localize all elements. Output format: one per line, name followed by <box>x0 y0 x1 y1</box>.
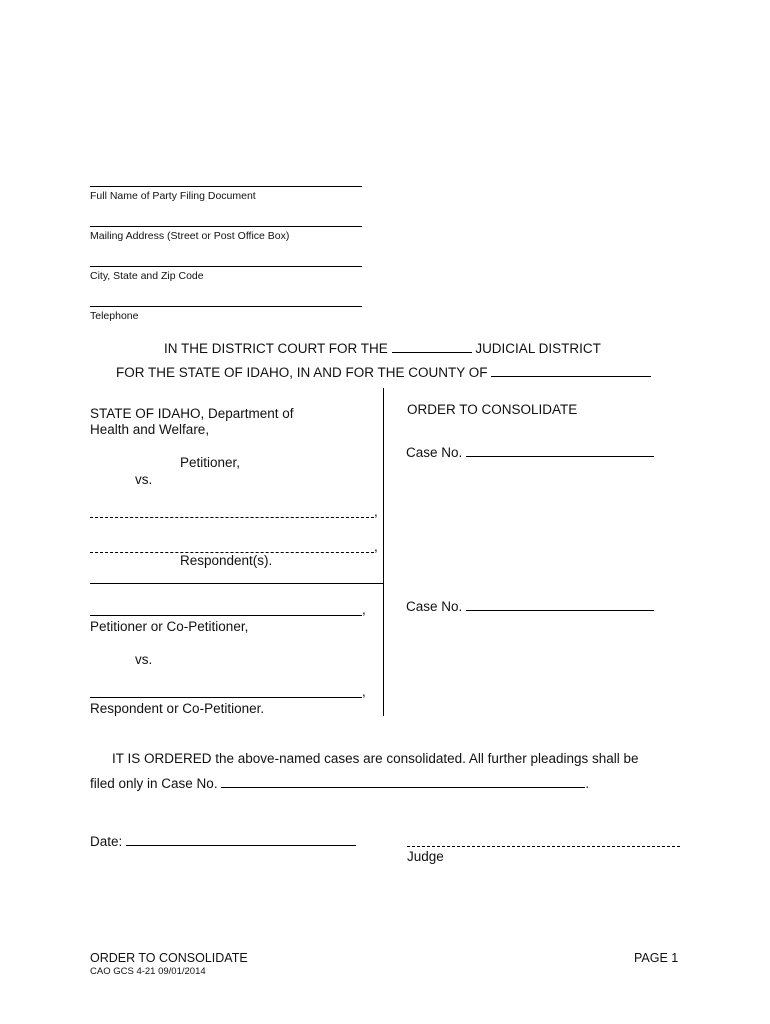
vs-label-1: vs. <box>135 472 153 487</box>
footer-form-code: CAO GCS 4-21 09/01/2014 <box>90 966 206 977</box>
case-no-1-field[interactable] <box>466 444 654 457</box>
comma-2: , <box>374 539 378 554</box>
mailing-address-label: Mailing Address (Street or Post Office Box) <box>90 230 290 242</box>
judicial-district-field[interactable] <box>392 340 472 353</box>
date-row <box>90 833 356 849</box>
footer-page-number: PAGE 1 <box>634 951 679 965</box>
court-heading-line2 <box>116 364 651 380</box>
judge-signature-line[interactable] <box>407 846 680 847</box>
order-title: ORDER TO CONSOLIDATE <box>407 402 578 417</box>
date-field[interactable] <box>126 833 356 846</box>
full-name-line[interactable] <box>90 186 362 187</box>
comma-1: , <box>374 504 378 519</box>
case-no-2-label: Case No. <box>406 599 463 614</box>
petitioner-name-line[interactable] <box>90 615 362 616</box>
case-no-1 <box>406 444 654 460</box>
court-heading-line1 <box>164 340 601 356</box>
city-state-zip-line[interactable] <box>90 266 362 267</box>
party1-line2: Health and Welfare, <box>90 422 210 437</box>
party1-line1: STATE OF IDAHO, Department of <box>90 406 294 421</box>
case-no-1-label: Case No. <box>406 445 463 460</box>
order-text-line2 <box>90 775 589 791</box>
case-no-2-field[interactable] <box>466 598 654 611</box>
full-name-label: Full Name of Party Filing Document <box>90 190 256 202</box>
petitioner-label: Petitioner, <box>180 455 241 470</box>
comma-4: , <box>362 684 366 699</box>
caption-separator <box>90 583 384 584</box>
vs-label-2: vs. <box>135 652 153 667</box>
order-line2-pre: filed only in Case No. <box>90 776 218 791</box>
footer-title: ORDER TO CONSOLIDATE <box>90 951 248 965</box>
order-text-line1: IT IS ORDERED the above-named cases are consolidated. All further pleadings shall be <box>112 751 639 766</box>
county-heading-pre: FOR THE STATE OF IDAHO, IN AND FOR THE COUNTY OF <box>116 365 488 380</box>
court-heading-post: JUDICIAL DISTRICT <box>475 341 601 356</box>
caption-divider <box>383 388 384 716</box>
telephone-line[interactable] <box>90 306 362 307</box>
order-line2-period: . <box>585 776 590 791</box>
mailing-address-line[interactable] <box>90 226 362 227</box>
telephone-label: Telephone <box>90 310 139 322</box>
respondents-label: Respondent(s). <box>180 553 273 568</box>
city-state-zip-label: City, State and Zip Code <box>90 270 204 282</box>
respondent-name-line-1[interactable] <box>90 517 374 518</box>
judge-label: Judge <box>407 849 444 864</box>
petitioner-co-label: Petitioner or Co-Petitioner, <box>90 619 249 634</box>
court-heading-pre: IN THE DISTRICT COURT FOR THE <box>164 341 388 356</box>
respondent-co-label: Respondent or Co-Petitioner. <box>90 701 265 716</box>
consolidated-case-no-field[interactable] <box>221 775 585 788</box>
comma-3: , <box>362 602 366 617</box>
date-label: Date: <box>90 834 123 849</box>
respondent-co-name-line[interactable] <box>90 697 362 698</box>
case-no-2 <box>406 598 654 614</box>
county-field[interactable] <box>491 364 651 377</box>
